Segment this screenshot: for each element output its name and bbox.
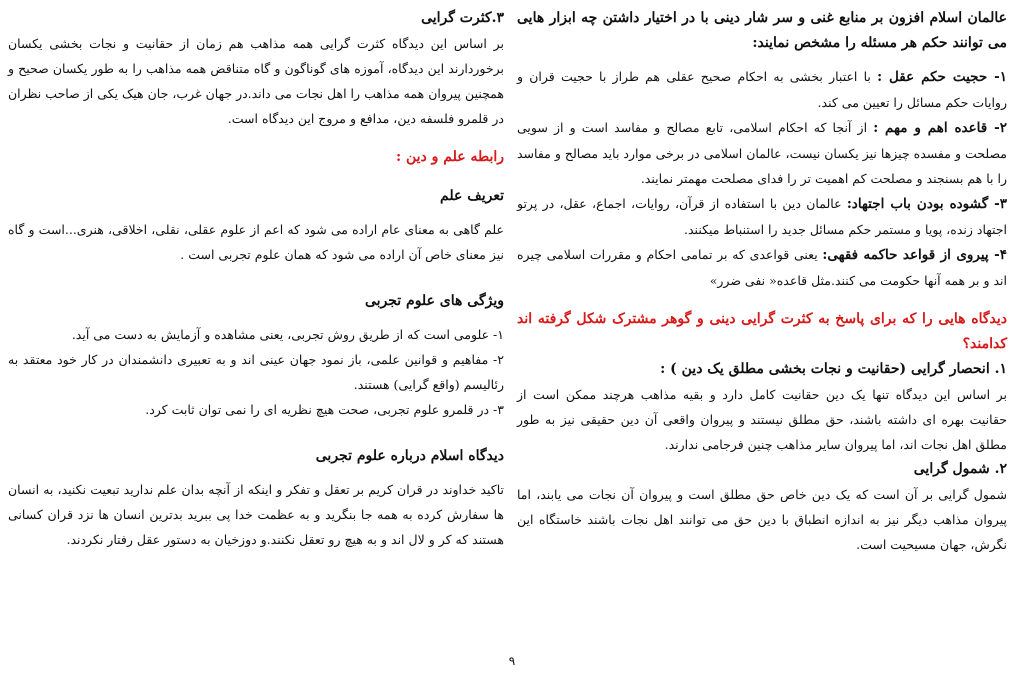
red-heading-science: رابطه علم و دین :	[395, 149, 504, 165]
section2-title: ۲. شمول گرایی	[913, 461, 1007, 477]
list-item	[517, 115, 1007, 191]
right-column	[517, 6, 1007, 557]
item-text: یعنی قواعدی که بر تمامی احکام و مقررات اسلامی چیره اند و بر همه آنها حکومت می کنند.مثل قاعده« نفی ضرر»	[517, 247, 1007, 288]
item-lead: ۱- حجیت حکم عقل :	[877, 69, 1008, 85]
red-heading-views: دیدگاه هایی را که برای پاسخ به کثرت گرایی دینی و گوهر مشترک شکل گرفته اند کدامند؟	[517, 311, 1007, 352]
list-item: ۲- مفاهیم و قوانین علمی، باز نمود جهان عینی اند و به تعبیری دانشمندان در کار خود معتقد به رئالیسم (واقع گرایی) هستند.	[8, 352, 504, 392]
features-title: ویژگی های علوم تجربی	[364, 293, 504, 309]
item-lead: ۲- قاعده اهم و مهم :	[873, 120, 1007, 136]
islam-view-title: دیدگاه اسلام درباره علوم تجربی	[315, 448, 504, 464]
islam-view-text: تاکید خداوند در قران کریم بر تعقل و تفکر و اینکه از آنچه بدان علم ندارید تبعیت نکنید، به انسان ها سفارش کرده به همه جا بنگرید و به عظمت خدا پی ببرید بدترین انسان ها نزد قران کسانی هستند که کر و لال اند و به هیچ رو تعقل نکنند.و دوزخیان به دستور عقل رفتار نکردند.	[8, 482, 504, 547]
list-item	[517, 242, 1007, 293]
section2-text: شمول گرایی بر آن است که یک دین خاص حق مطلق است و پیروان آن نجات می یابند، اما پیروان مذاهب دیگر نیز به اندازه انطباق با دین حق می توانند اهل نجات باشند خاستگاه این نگرش، جهان مسیحیت است.	[517, 487, 1007, 552]
item-lead: ۴- پیروی از قواعد حاکمه فقهی:	[822, 247, 1007, 263]
section3-text: بر اساس این دیدگاه کثرت گرایی همه مذاهب هم زمان از حقانیت و نجات بخشی یکسان برخوردارند این دیدگاه، آموزه های گوناگون و گاه متناقض همه مذاهب را به طور یکسان صحیح و همچنین پیروان همه مذاهب را اهل نجات می داند.در جهان غرب، جان هیک یکی از صاحب نظران در قلمرو فلسفه دین، مدافع و مروج این دیدگاه است.	[8, 36, 504, 126]
item-lead: ۳- گشوده بودن باب اجتهاد:	[846, 196, 1007, 212]
section1-title: ۱. انحصار گرایی (حقانیت و نجات بخشی مطلق یک دین ) :	[660, 361, 1007, 377]
list-item: ۳- در قلمرو علوم تجربی، صحت هیچ نظریه ای را نمی توان ثابت کرد.	[145, 402, 504, 417]
section1-text: بر اساس این دیدگاه تنها یک دین حقانیت کامل دارد و بقیه مذاهب هرچند ممکن است از حقانیت بهره ای داشته باشند، حق مطلق نیستند و پیروان واقعی آن دین حقیقی نیز به طور مطلق اهل نجات اند، اما پیروان سایر مذاهب چنین فرجامی ندارند.	[517, 387, 1007, 452]
item-text: با اعتبار بخشی به احکام صحیح عقلی هم طراز با حجیت قران و روایات حکم مسائل را تعیین می کند.	[517, 69, 1007, 110]
left-column	[8, 6, 504, 552]
item-text: عالمان دین با استفاده از قرآن، روایات، اجماع، عقل، در پرتو اجتهاد زنده، پویا و مستمر حکم مسائل جدید را استنباط میکنند.	[517, 196, 1007, 237]
question-heading: عالمان اسلام افزون بر منابع غنی و سر شار دینی با در اختیار داشتن چه ابزار هایی می توانند حکم هر مسئله را مشخص نمایند:	[517, 10, 1007, 51]
item-text: از آنجا که احکام اسلامی، تابع مصالح و مفاسد است و از سویی مصلحت و مفسده چیزها نیز یکسان نیست، عالمان اسلامی در برخی موارد باید مصالح و مفاسد را با هم بسنجند و مصلحت کم اهمیت تر را فدای مصلحت مهمتر نمایند.	[517, 120, 1007, 186]
list-item: ۱- علومی است که از طریق روش تجربی، یعنی مشاهده و آزمایش به دست می آید.	[71, 327, 504, 342]
page-number: ۹	[508, 654, 516, 668]
definition-text: علم گاهی به معنای عام اراده می شود که اعم از علوم عقلی، نقلی، اخلاقی، هنری...است و گاه نیز معنای خاص آن اراده می شود که همان علوم تجربی است .	[8, 222, 504, 262]
definition-title: تعریف علم	[440, 188, 504, 204]
list-item	[517, 191, 1007, 242]
list-item	[517, 64, 1007, 115]
section3-title: ۳.کثرت گرایی	[421, 10, 504, 26]
